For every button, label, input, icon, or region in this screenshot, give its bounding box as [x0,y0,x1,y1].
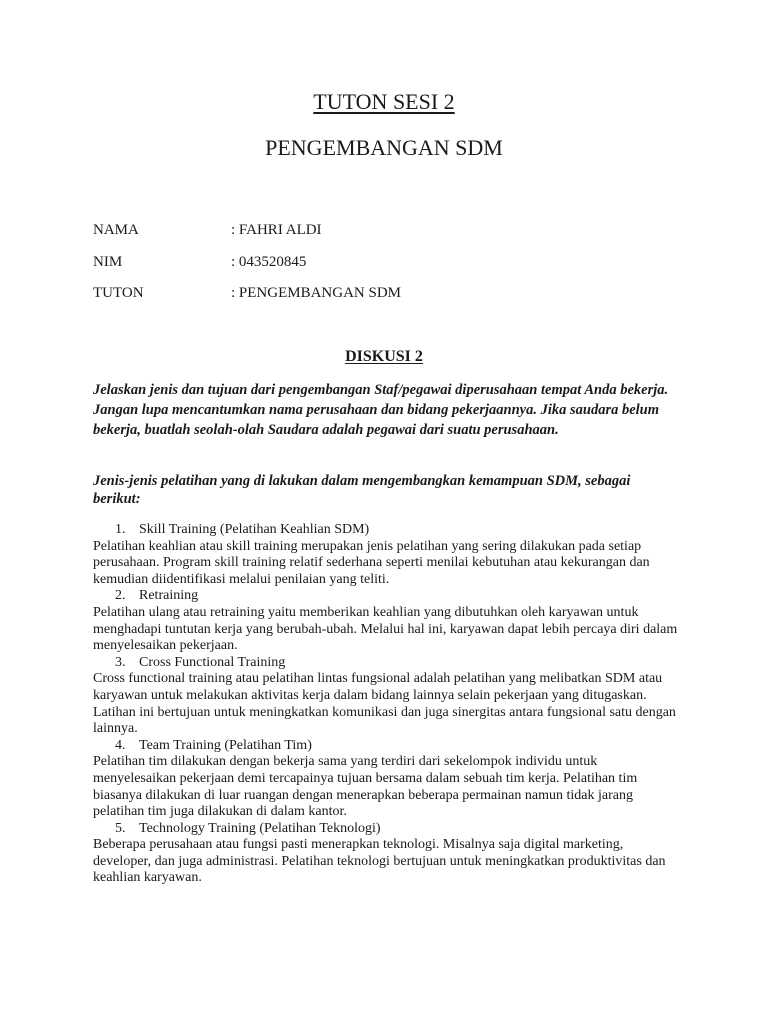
identity-row-nama [93,221,653,239]
document-title: TUTON SESI 2 [313,89,455,114]
list-item [93,738,683,821]
list-item-heading [93,588,683,605]
list-item-description: Pelatihan tim dilakukan dengan bekerja sama yang terdiri dari sekelompok individu untuk menyelesaikan pekerjaan demi tercapainya tujuan bersama dalam sebuah tim kerja. Pelatihan tim biasanya dilakukan di luar ruangan dengan menerapkan beberapa permainan namun tidak jarang pelatihan tim juga dilakukan di dalam kantor. [93,754,638,820]
discussion-question: Jelaskan jenis dan tujuan dari pengembangan Staf/pegawai diperusahaan tempat Anda bekerja. Jangan lupa mencantumkan nama perusahaan dan bidang pekerjaannya. Jika saudara belum bekerja, buatlah seolah-olah Saudara adalah pegawai dari suatu perusahaan. [93,382,669,438]
list-item-heading [93,522,683,539]
identity-label: NIM [93,254,123,270]
list-item-number: 1. [115,522,126,537]
list-item-number: 4. [115,737,126,753]
list-item-description: Cross functional training atau pelatihan lintas fungsional adalah pelatihan yang melibatkan SDM atau karyawan untuk melakukan aktivitas kerja dalam bidang lainnya selain pekerjaan yang ditugaskan. Latihan ini bertujuan untuk meningkatkan komunikasi dan juga sinergitas antara fungsional satu dengan lainnya. [93,671,676,737]
training-list [93,522,683,887]
document-subtitle: PENGEMBANGAN SDM [265,135,503,160]
list-item-description: Pelatihan ulang atau retraining yaitu memberikan keahlian yang dibutuhkan oleh karyawan untuk menghadapi tuntutan kerja yang berubah-ubah. Melalui hal ini, karyawan dapat lebih percaya diri dalam menyelesaikan pekerjaan. [93,604,678,654]
list-item-number: 3. [115,654,126,670]
list-item-heading [93,655,683,672]
list-item [93,588,683,654]
identity-value: : 043520845 [231,254,307,270]
identity-row-nim [93,253,653,271]
answer-intro: Jenis-jenis pelatihan yang di lakukan dalam mengembangkan kemampuan SDM, sebagai berikut: [93,473,631,507]
list-item-title: Retraining [139,588,199,604]
list-item [93,655,683,738]
identity-value: : PENGEMBANGAN SDM [231,285,402,301]
identity-label: NAMA [93,222,139,238]
list-item-title: Skill Training (Pelatihan Keahlian SDM) [139,522,370,537]
section-title: DISKUSI 2 [345,348,423,365]
list-item [93,821,683,887]
list-item-description: Pelatihan keahlian atau skill training merupakan jenis pelatihan yang sering dilakukan pada setiap perusahaan. Program skill training relatif sederhana seperti menilai kebutuhan atau kekurangan dan kemudian diidentifikasi melalui penilaian yang teliti. [93,538,650,587]
identity-value: : FAHRI ALDI [231,222,322,238]
list-item-description: Beberapa perusahaan atau fungsi pasti menerapkan teknologi. Misalnya saja digital marketing, developer, dan juga administrasi. Pelatihan teknologi bertujuan untuk meningkatkan produktivitas dan keahlian karyawan. [93,837,666,886]
list-item-title: Cross Functional Training [139,654,286,670]
list-item-title: Technology Training (Pelatihan Teknologi) [139,820,381,836]
list-item-heading [93,821,683,838]
identity-label: TUTON [93,285,144,301]
list-item-heading [93,738,683,755]
list-item-number: 2. [115,588,126,604]
list-item [93,522,683,588]
list-item-title: Team Training (Pelatihan Tim) [139,737,312,753]
identity-row-tuton [93,284,653,302]
list-item-number: 5. [115,820,126,836]
